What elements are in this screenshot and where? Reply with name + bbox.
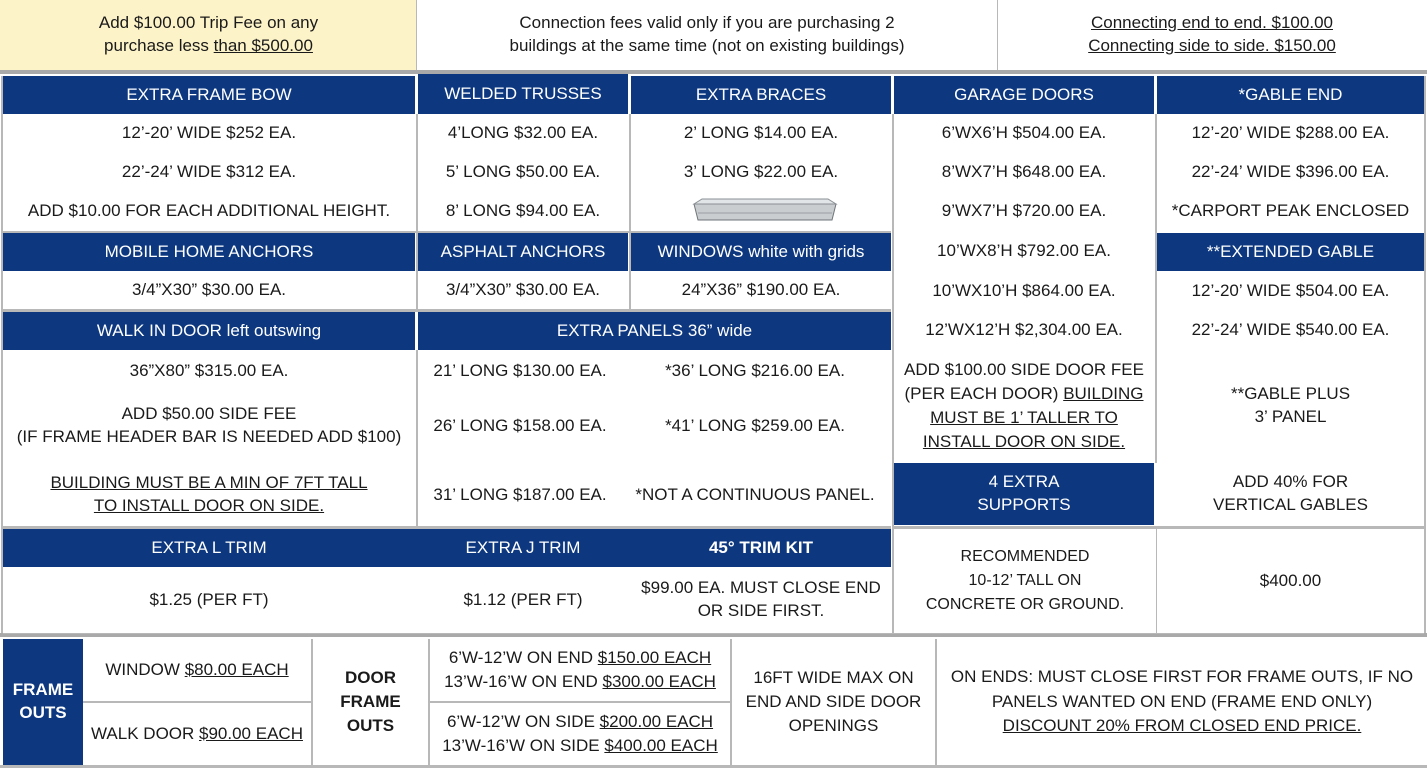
grid-line [1155, 114, 1157, 463]
grid-line [416, 350, 418, 529]
garage-door-item: 9’WX7’H $720.00 EA. [941, 201, 1107, 221]
brace-image [690, 196, 840, 226]
supports-price: $400.00 [1259, 570, 1322, 590]
extra-j-trim-header: EXTRA J TRIM [465, 537, 581, 557]
frame-bow-item: 22’-24’ WIDE $312 EA. [121, 162, 297, 182]
garage-side-door-fee: ADD $100.00 SIDE DOOR FEE (PER EACH DOOR) BUILDING MUST BE 1’ TALLER TO INSTALL DOOR ON SIDE. [904, 360, 1144, 451]
panel-right-value: *41’ LONG $259.00 EA. [665, 416, 845, 435]
trip-fee-cell [0, 0, 417, 70]
grid-line [3, 633, 1424, 634]
truss-item: 4’LONG $32.00 EA. [447, 123, 599, 143]
door-frame-outs-label: DOOR FRAME OUTS [340, 668, 401, 735]
garage-door-item: 10’WX10’H $864.00 EA. [932, 281, 1116, 301]
panel-left-value: 31’ LONG $187.00 EA. [433, 485, 607, 504]
grid-line [1156, 529, 1157, 633]
extended-gable-item: 12’-20’ WIDE $504.00 EA. [1191, 281, 1390, 301]
grid-line [1424, 76, 1426, 633]
l-trim-value: $1.25 (PER FT) [149, 589, 269, 609]
door-frame-outs-side: 6’W-12’W ON SIDE $200.00 EACH 13’W-16’W ON SIDE $400.00 EACH [442, 712, 718, 755]
grid-line [416, 114, 418, 312]
trim-kit-header: 45° TRIM KIT [708, 537, 814, 557]
grid-line [3, 231, 891, 233]
grid-line [430, 701, 730, 703]
extra-l-trim-header: EXTRA L TRIM [151, 537, 267, 557]
panel-row [420, 473, 890, 517]
asphalt-anchors-header: ASPHALT ANCHORS [418, 233, 628, 271]
mobile-home-anchors-header: MOBILE HOME ANCHORS [3, 233, 415, 271]
extra-frame-bow-header: EXTRA FRAME BOW [3, 76, 415, 114]
panel-left-value: 26’ LONG $158.00 EA. [433, 416, 607, 435]
garage-doors-header: GARAGE DOORS [894, 76, 1154, 114]
gable-end-header: *GABLE END [1157, 76, 1424, 114]
j-trim-value: $1.12 (PER FT) [463, 589, 583, 609]
walk-door-note: BUILDING MUST BE A MIN OF 7FT TALL TO INSTALL DOOR ON SIDE. [50, 473, 368, 515]
grid-line [3, 526, 891, 529]
asphalt-anchor-value: 3/4”X30” $30.00 EA. [445, 279, 601, 299]
windows-header: WINDOWS white with grids [631, 233, 891, 271]
truss-item: 8’ LONG $94.00 EA. [445, 201, 601, 221]
grid-line [311, 639, 313, 765]
grid-line [730, 639, 732, 765]
top-divider [0, 70, 1427, 74]
grid-line [935, 639, 937, 765]
brace-item: 3’ LONG $22.00 EA. [683, 162, 839, 182]
grid-line [997, 0, 998, 70]
gable-end-item: 12’-20’ WIDE $288.00 EA. [1191, 123, 1390, 143]
brace-item: 2’ LONG $14.00 EA. [683, 123, 839, 143]
truss-item: 5’ LONG $50.00 EA. [445, 162, 601, 182]
door-frame-outs-end: 6’W-12’W ON END $150.00 EACH 13’W-16’W ON END $300.00 EACH [444, 648, 716, 691]
trip-fee-line1: Add $100.00 Trip Fee on any [98, 13, 319, 33]
frame-bow-item: ADD $10.00 FOR EACH ADDITIONAL HEIGHT. [27, 201, 391, 221]
extended-gable-item: 22’-24’ WIDE $540.00 EA. [1191, 320, 1390, 340]
panel-row [420, 349, 890, 393]
frame-bow-item: 12’-20’ WIDE $252 EA. [121, 123, 297, 143]
walk-in-door-header: WALK IN DOOR left outswing [3, 312, 415, 350]
grid-line [3, 309, 891, 312]
grid-line [1, 76, 3, 633]
vertical-gables-note: ADD 40% FOR VERTICAL GABLES [1213, 472, 1368, 514]
grid-line [629, 114, 631, 312]
walk-door-side-fee: ADD $50.00 SIDE FEE (IF FRAME HEADER BAR IS NEEDED ADD $100) [16, 404, 402, 446]
panel-left-value: 21’ LONG $130.00 EA. [433, 361, 607, 380]
panel-right-value: *36’ LONG $216.00 EA. [665, 361, 845, 380]
garage-door-item: 8’WX7’H $648.00 EA. [941, 162, 1107, 182]
panel-right-value: *NOT A CONTINUOUS PANEL. [635, 485, 875, 504]
frame-outs-header: FRAME OUTS [3, 639, 83, 765]
connection-note-cell [417, 0, 997, 70]
max-opening-note: 16FT WIDE MAX ON END AND SIDE DOOR OPENINGS [745, 668, 922, 735]
welded-trusses-header: WELDED TRUSSES [418, 74, 628, 114]
grid-line [416, 0, 417, 70]
trim-kit-value: $99.00 EA. MUST CLOSE END OR SIDE FIRST. [641, 578, 881, 620]
extended-gable-header: **EXTENDED GABLE [1157, 233, 1424, 271]
walk-door-size: 36”X80” $315.00 EA. [129, 360, 289, 380]
connect-end-to-end: Connecting end to end. $100.00 [1091, 13, 1333, 33]
frame-out-walk-door: WALK DOOR $90.00 EACH [91, 723, 303, 743]
grid-line [83, 701, 311, 703]
extra-braces-header: EXTRA BRACES [631, 76, 891, 114]
window-value: 24”X36” $190.00 EA. [681, 279, 841, 299]
extra-supports-header: 4 EXTRA SUPPORTS [894, 463, 1154, 525]
grid-line [894, 526, 1424, 529]
frame-end-discount-note: ON ENDS: MUST CLOSE FIRST FOR FRAME OUTS, IF NO PANELS WANTED ON END (FRAME END ONLY) DISCOUNT 20% FROM CLOSED END PRICE. [950, 667, 1414, 736]
garage-door-item: 12’WX12’H $2,304.00 EA. [925, 320, 1123, 340]
gable-end-item: *CARPORT PEAK ENCLOSED [1171, 201, 1410, 221]
connection-note-line1: Connection fees valid only if you are purchasing 2 [519, 13, 895, 33]
gable-end-item: 22’-24’ WIDE $396.00 EA. [1191, 162, 1390, 182]
connection-fees-cell [997, 0, 1427, 70]
panel-row [420, 404, 890, 448]
gable-plus-panel: **GABLE PLUS 3’ PANEL [1230, 384, 1351, 426]
mobile-home-anchor-value: 3/4”X30” $30.00 EA. [131, 279, 287, 299]
trip-fee-line2: purchase less than $500.00 [104, 36, 313, 55]
supports-recommendation: RECOMMENDED 10-12’ TALL ON CONCRETE OR GROUND. [925, 548, 1125, 613]
connection-note-line2: buildings at the same time (not on existing buildings) [509, 36, 905, 55]
grid-line [892, 114, 894, 633]
garage-door-item: 6’WX6’H $504.00 EA. [941, 123, 1107, 143]
connect-side-to-side: Connecting side to side. $150.00 [1088, 36, 1336, 55]
frame-out-window: WINDOW $80.00 EACH [105, 659, 289, 679]
garage-door-item: 10’WX8’H $792.00 EA. [937, 241, 1111, 261]
extra-panels-header: EXTRA PANELS 36” wide [418, 312, 891, 350]
